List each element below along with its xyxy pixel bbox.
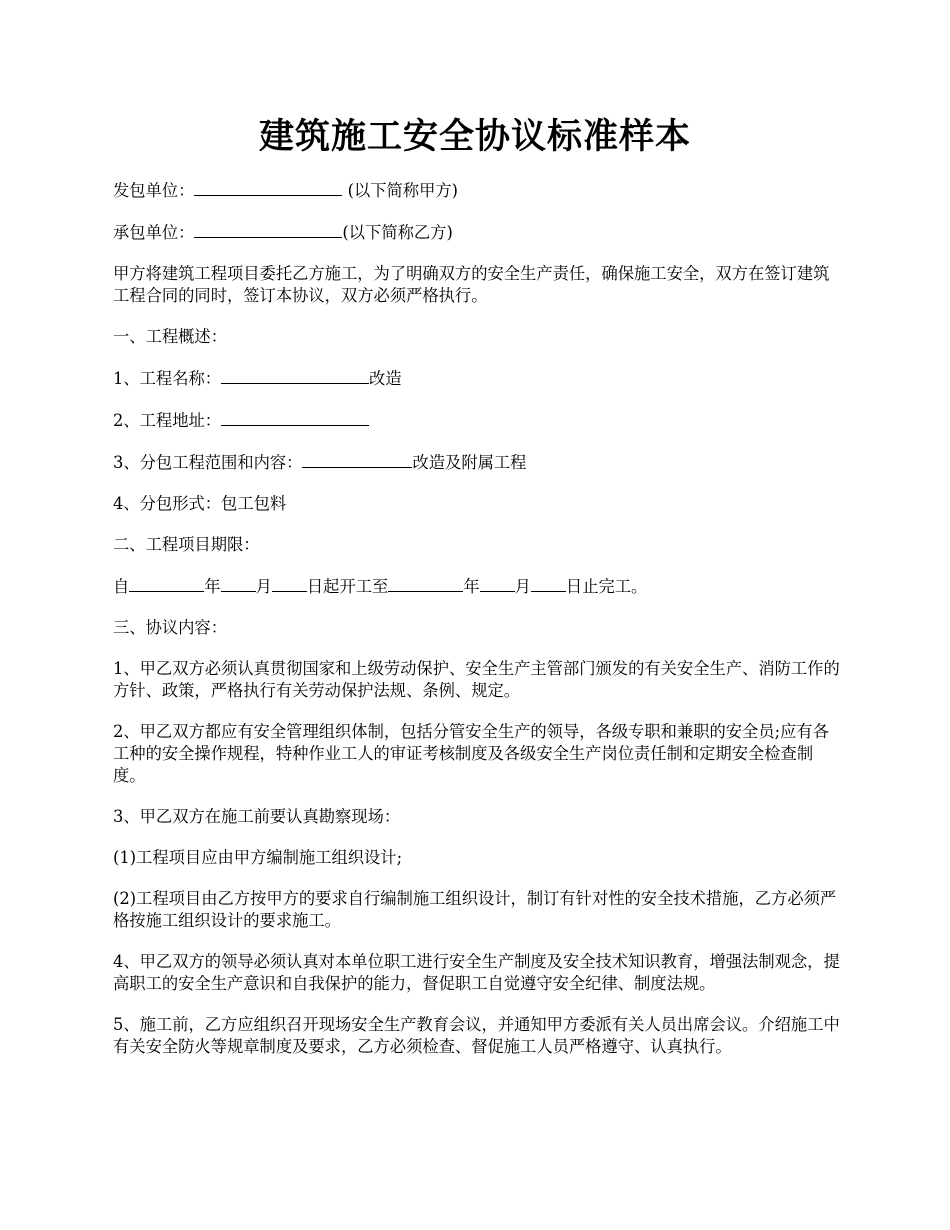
- start-day-blank: [272, 575, 307, 592]
- agreement-item-5: 5、施工前，乙方应组织召开现场安全生产教育会议，并通知甲方委派有关人员出席会议。介绍施工中有关安全防火等规章制度及要求，乙方必须检查、督促施工人员严格遵守、认真执行。: [113, 1015, 840, 1056]
- start-year-blank: [129, 575, 204, 592]
- document-title: 建筑施工安全协议标准样本: [258, 116, 691, 157]
- scope-label: 3、分包工程范围和内容：: [113, 453, 303, 472]
- project-name-suffix: 改造: [369, 369, 402, 388]
- project-address-line: [113, 409, 841, 432]
- subcontract-form-line: 4、分包形式：包工包料: [113, 494, 287, 513]
- subcontractor-suffix: (以下简称乙方): [342, 223, 453, 242]
- document-body: [113, 179, 841, 1077]
- project-name-line: [113, 367, 841, 390]
- agreement-item-1: 1、甲乙双方必须认真贯彻国家和上级劳动保护、安全生产主管部门颁发的有关安全生产、消防工作的方针、政策，严格执行有关劳动保护法规、条例、规定。: [113, 659, 840, 700]
- contractor-label: 发包单位：: [113, 181, 195, 200]
- subcontractor-label: 承包单位：: [113, 223, 195, 242]
- scope-blank: [302, 451, 412, 468]
- period-from: 自: [113, 577, 130, 596]
- agreement-item-4: 4、甲乙双方的领导必须认真对本单位职工进行安全生产制度及安全技术知识教育，增强法制观念，提高职工的安全生产意识和自我保护的能力，督促职工自觉遵守安全纪律、制度法规。: [113, 952, 840, 993]
- project-name-label: 1、工程名称：: [113, 369, 222, 388]
- scope-line: [113, 451, 841, 474]
- intro-paragraph: 甲方将建筑工程项目委托乙方施工，为了明确双方的安全生产责任，确保施工安全，双方在签订建筑工程合同的同时，签订本协议，双方必须严格执行。: [113, 264, 830, 305]
- project-address-label: 2、工程地址：: [113, 411, 222, 430]
- contractor-blank: [194, 179, 342, 196]
- scope-suffix: 改造及附属工程: [412, 453, 527, 472]
- section1-heading: 一、工程概述：: [113, 327, 227, 346]
- agreement-item-2: 2、甲乙双方都应有安全管理组织体制，包括分管安全生产的领导，各级专职和兼职的安全员;应有各工种的安全操作规程，特种作业工人的审证考核制度及各级安全生产岗位责任制和定期安全检查制度。: [113, 722, 829, 785]
- end-month-label: 月: [514, 577, 531, 596]
- project-name-blank: [221, 367, 369, 384]
- period-line: [113, 575, 841, 598]
- end-year-label: 年: [463, 577, 480, 596]
- start-year-label: 年: [204, 577, 221, 596]
- start-month-blank: [221, 575, 256, 592]
- subcontractor-line: [113, 221, 841, 244]
- section2-heading: 二、工程项目期限：: [113, 535, 260, 554]
- project-address-blank: [221, 409, 369, 426]
- end-month-blank: [480, 575, 515, 592]
- agreement-item-3-sub-1: (1)工程项目应由甲方编制施工组织设计;: [113, 848, 403, 867]
- section3-heading: 三、协议内容：: [113, 618, 227, 637]
- end-day-blank: [531, 575, 566, 592]
- agreement-item-3: 3、甲乙双方在施工前要认真勘察现场：: [113, 807, 401, 826]
- end-year-blank: [388, 575, 463, 592]
- subcontractor-blank: [194, 221, 342, 238]
- contractor-suffix: (以下简称甲方): [342, 181, 458, 200]
- contractor-line: [113, 179, 841, 202]
- start-month-label: 月: [255, 577, 272, 596]
- start-text: 日起开工至: [306, 577, 389, 596]
- end-text: 日止完工。: [565, 577, 648, 596]
- agreement-item-3-sub-2: (2)工程项目由乙方按甲方的要求自行编制施工组织设计，制订有针对性的安全技术措施，乙方必须严格按施工组织设计的要求施工。: [113, 889, 837, 930]
